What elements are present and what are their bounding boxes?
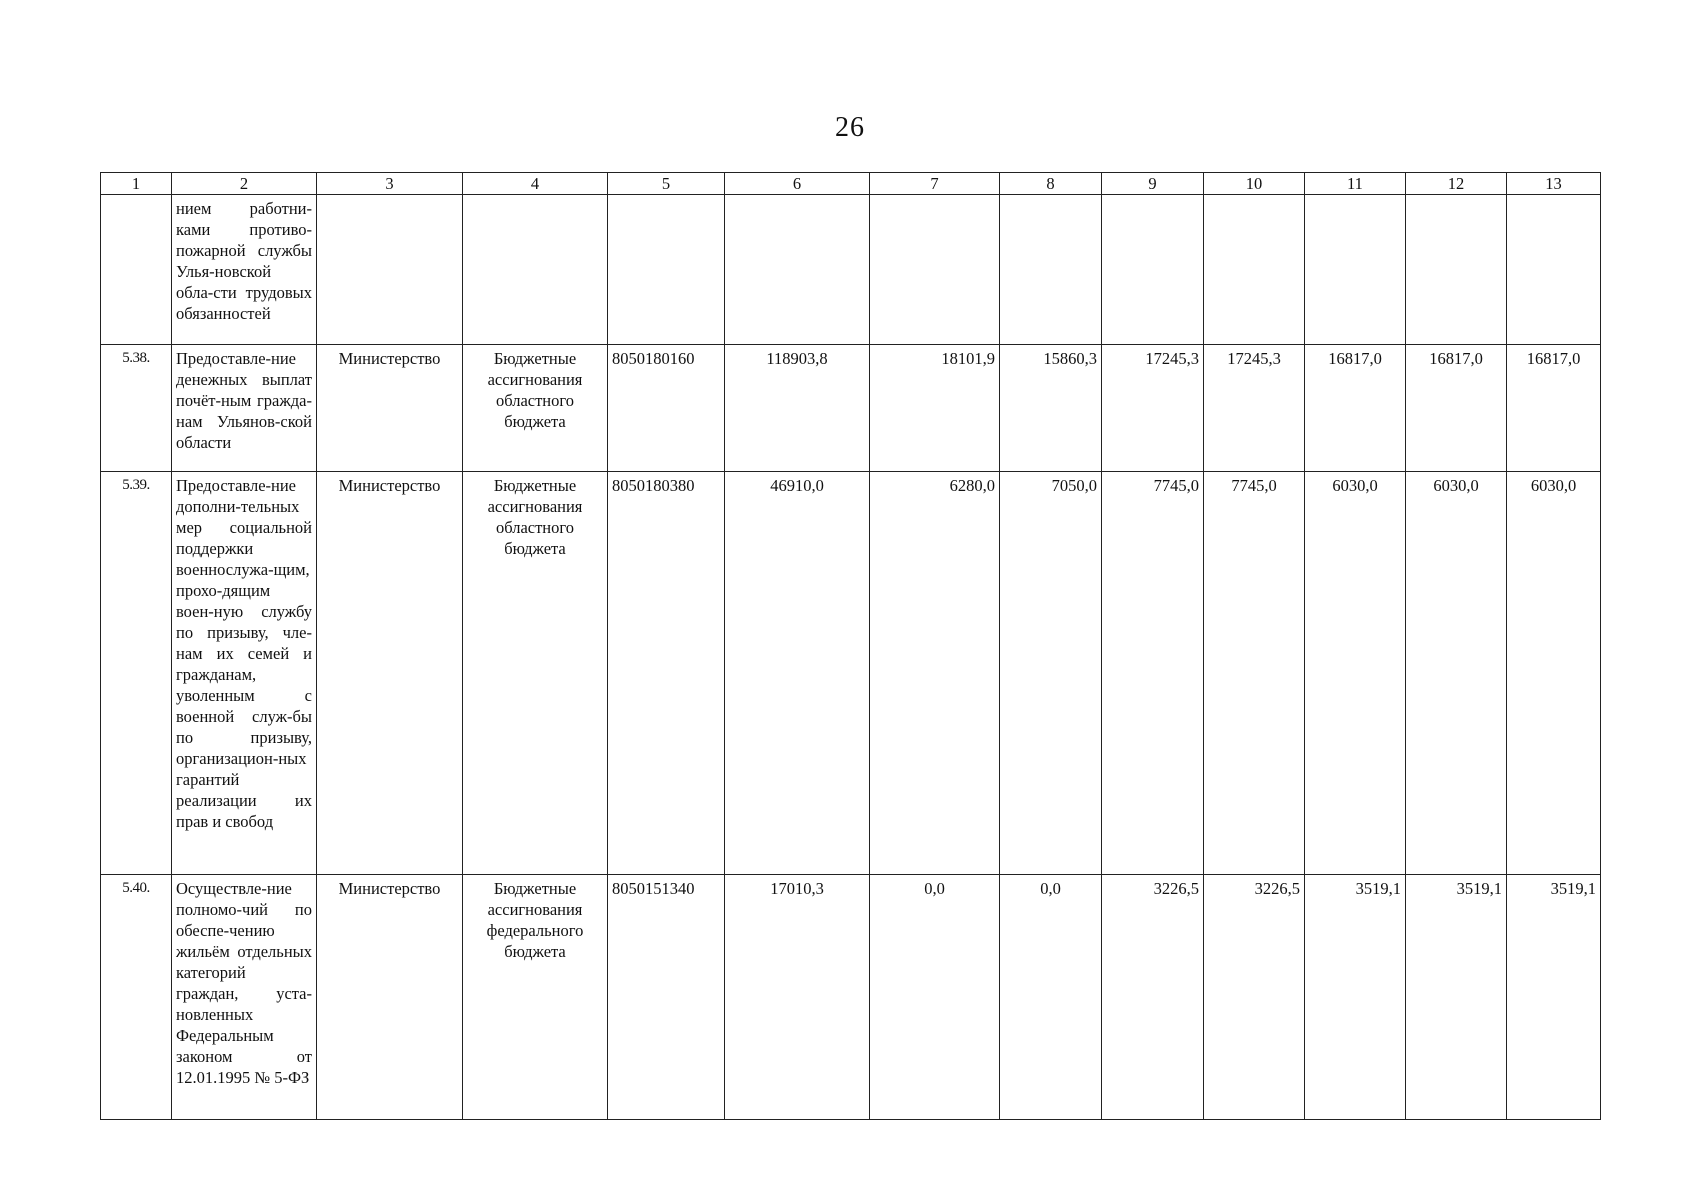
row-executor: Министерство xyxy=(317,345,463,472)
row-value xyxy=(1305,195,1406,345)
column-number: 11 xyxy=(1305,173,1406,195)
column-number: 7 xyxy=(870,173,1000,195)
row-value: 17245,3 xyxy=(1204,345,1305,472)
row-number xyxy=(101,195,172,345)
column-number: 10 xyxy=(1204,173,1305,195)
row-value: 0,0 xyxy=(870,875,1000,1120)
column-number: 8 xyxy=(1000,173,1102,195)
row-value: 6030,0 xyxy=(1507,472,1601,875)
row-funding-source: Бюджетные ассигнования федерального бюджета xyxy=(463,875,608,1120)
row-number: 5.40. xyxy=(101,875,172,1120)
row-number: 5.38. xyxy=(101,345,172,472)
row-value: 3519,1 xyxy=(1305,875,1406,1120)
row-value: 3519,1 xyxy=(1507,875,1601,1120)
row-value: 3519,1 xyxy=(1406,875,1507,1120)
row-value: 0,0 xyxy=(1000,875,1102,1120)
program-table xyxy=(100,172,1601,1120)
row-value-total xyxy=(725,195,870,345)
column-number: 2 xyxy=(172,173,317,195)
table-header-row xyxy=(101,173,1601,195)
row-funding-source: Бюджетные ассигнования областного бюджета xyxy=(463,472,608,875)
row-value: 6030,0 xyxy=(1305,472,1406,875)
row-value-total: 46910,0 xyxy=(725,472,870,875)
row-value: 16817,0 xyxy=(1507,345,1601,472)
row-executor: Министерство xyxy=(317,875,463,1120)
table-row xyxy=(101,195,1601,345)
table-row xyxy=(101,875,1601,1120)
row-value: 15860,3 xyxy=(1000,345,1102,472)
row-description: Предоставле-ние денежных выплат почёт-ным гражда-нам Ульянов-ской области xyxy=(172,345,317,472)
row-value-total: 17010,3 xyxy=(725,875,870,1120)
page-number: 26 xyxy=(835,112,865,143)
column-number: 3 xyxy=(317,173,463,195)
row-funding-source: Бюджетные ассигнования областного бюджета xyxy=(463,345,608,472)
row-funding-source xyxy=(463,195,608,345)
row-value: 7050,0 xyxy=(1000,472,1102,875)
row-executor: Министерство xyxy=(317,472,463,875)
row-value: 7745,0 xyxy=(1204,472,1305,875)
row-value: 18101,9 xyxy=(870,345,1000,472)
row-value: 6030,0 xyxy=(1406,472,1507,875)
row-value xyxy=(1406,195,1507,345)
row-value: 6280,0 xyxy=(870,472,1000,875)
row-description: Осуществле-ние полномо-чий по обеспе-чению жильём отдельных категорий граждан, уста-новленных Федеральным законом от 12.01.1995 № 5-ФЗ xyxy=(172,875,317,1120)
row-value-total: 118903,8 xyxy=(725,345,870,472)
row-value xyxy=(1102,195,1204,345)
column-number: 4 xyxy=(463,173,608,195)
column-number: 6 xyxy=(725,173,870,195)
column-number: 13 xyxy=(1507,173,1601,195)
row-value: 16817,0 xyxy=(1305,345,1406,472)
column-number: 1 xyxy=(101,173,172,195)
row-value xyxy=(1204,195,1305,345)
row-budget-code: 8050180380 xyxy=(608,472,725,875)
column-number: 12 xyxy=(1406,173,1507,195)
row-budget-code: 8050180160 xyxy=(608,345,725,472)
row-value xyxy=(870,195,1000,345)
row-value: 16817,0 xyxy=(1406,345,1507,472)
column-number: 5 xyxy=(608,173,725,195)
table-row xyxy=(101,345,1601,472)
row-value: 7745,0 xyxy=(1102,472,1204,875)
row-number: 5.39. xyxy=(101,472,172,875)
row-executor xyxy=(317,195,463,345)
row-value: 3226,5 xyxy=(1102,875,1204,1120)
row-value xyxy=(1507,195,1601,345)
row-description: нием работни-ками противо-пожарной службы Улья-новской обла-сти трудовых обязанностей xyxy=(172,195,317,345)
row-budget-code xyxy=(608,195,725,345)
row-value: 17245,3 xyxy=(1102,345,1204,472)
row-budget-code: 8050151340 xyxy=(608,875,725,1120)
row-value xyxy=(1000,195,1102,345)
table-row xyxy=(101,472,1601,875)
row-value: 3226,5 xyxy=(1204,875,1305,1120)
row-description: Предоставле-ние дополни-тельных мер социальной поддержки военнослужа-щим, прохо-дящим воен-ную службу по призыву, чле-нам их семей и гражданам, уволенным с военной служ-бы по призыву, организацион-ных гарантий реализации их прав и свобод xyxy=(172,472,317,875)
column-number: 9 xyxy=(1102,173,1204,195)
